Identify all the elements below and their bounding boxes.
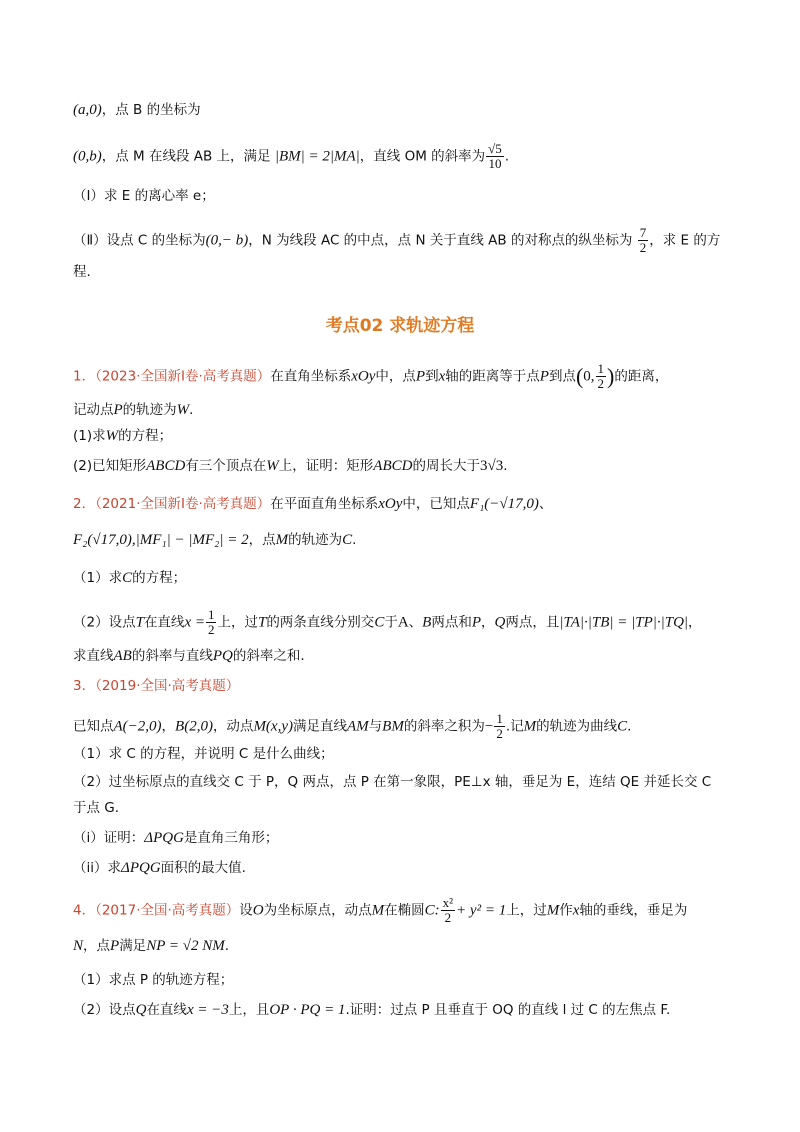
fraction — [638, 226, 649, 255]
problem-number: 2． — [73, 496, 96, 512]
text: 满足直线 — [293, 718, 347, 735]
problem-3-sub-2: （2）过坐标原点的直线交 C 于 P，Q 两点，点 P 在第一象限，PE⊥x 轴，垂足为 E，连结 QE 并延长交 C — [73, 774, 712, 790]
text: 记动点 — [73, 402, 114, 418]
math: ,|MF₁| − |MF₂| = 2 — [131, 532, 249, 548]
math: A(−2,0) — [113, 718, 162, 735]
text: . — [503, 458, 508, 474]
denominator: 2 — [597, 376, 605, 391]
math: F₂(√17,0) — [73, 532, 132, 548]
text: 的轨迹为 — [288, 532, 343, 548]
text: （ii）求 — [73, 860, 122, 876]
problem-source: （2021·全国新Ⅰ卷·高考真题） — [95, 496, 271, 512]
text: . — [352, 532, 357, 548]
fraction — [206, 608, 217, 637]
math: A — [397, 614, 409, 631]
math: T — [257, 614, 267, 631]
problem-1-line-1: 1．（2023·全国新Ⅰ卷·高考真题）在直角坐标系xOy中，点P到x轴的距离等于点P到点(0, $\frac{1}{2}$ )的距离， — [73, 361, 669, 391]
math-coord: (0,− b) — [205, 232, 249, 249]
text: ， — [688, 614, 702, 631]
text: 到点 — [548, 368, 576, 385]
problem-3-header — [73, 676, 239, 696]
math: x = −3 — [186, 1002, 229, 1018]
problem-2-sub-2 — [73, 608, 702, 637]
math: C — [122, 570, 133, 586]
math: AB — [113, 648, 132, 664]
text: （1）求 — [73, 570, 123, 586]
prev-q2 — [73, 226, 720, 255]
text: 在平面直角坐标系 — [270, 496, 379, 512]
denominator: 2 — [444, 910, 452, 925]
text: 的方程； — [118, 428, 173, 444]
problem-2-line-1 — [73, 494, 552, 514]
fraction — [441, 896, 455, 925]
problem-3-sub-2-cont: 于点 G. — [73, 800, 120, 816]
problem-2-line-2 — [73, 530, 356, 550]
text: 到 — [425, 368, 439, 385]
text: 的轨迹为曲线 — [536, 718, 618, 735]
text: . — [189, 402, 194, 418]
slope-fraction — [486, 142, 504, 171]
math: Q — [494, 614, 506, 631]
math: − — [484, 718, 494, 735]
numerator: 1 — [207, 607, 215, 622]
problem-2-sub-1 — [73, 568, 186, 588]
math: 0, — [583, 368, 595, 385]
math: OP · PQ = 1 — [269, 1002, 346, 1018]
text: 的轨迹为 — [122, 402, 177, 418]
text: 轴的距离等于点 — [445, 368, 540, 385]
text: 已知点 — [73, 718, 114, 735]
text: 的斜率之和. — [232, 648, 305, 664]
math: M — [371, 902, 385, 919]
text: .证明：过点 P 且垂直于 OQ 的直线 l 过 C 的左焦点 F. — [345, 1002, 671, 1018]
text: .记 — [505, 718, 524, 735]
math: x = — [184, 614, 205, 631]
problem-source: （2023·全国新Ⅰ卷·高考真题） — [95, 368, 271, 385]
prev-q1: （Ⅰ）求 E 的离心率 e； — [73, 188, 215, 204]
math: NP = √2 NM — [146, 938, 225, 954]
text: ，点 M 在线段 AB 上，满足 — [101, 148, 271, 165]
prev-line-1 — [73, 100, 201, 120]
math: x — [438, 368, 446, 385]
math: PQ — [212, 648, 233, 664]
text: ， — [161, 718, 176, 735]
math: x — [572, 902, 580, 919]
math: 3√3 — [479, 458, 504, 474]
numerator: 7 — [639, 225, 647, 240]
text: 面积的最大值. — [160, 860, 246, 876]
text: 设 — [239, 902, 253, 919]
text: ，点 B 的坐标为 — [101, 102, 201, 118]
math: B — [422, 614, 432, 631]
math: N — [73, 938, 84, 954]
math: C — [374, 614, 385, 631]
numerator: √5 — [488, 141, 502, 156]
text: 的斜率之积为 — [403, 718, 485, 735]
numerator: x² — [442, 895, 454, 910]
text: （2）设点 — [73, 1002, 136, 1018]
problem-number: 1． — [73, 368, 96, 385]
numerator: 1 — [597, 361, 605, 376]
math: C — [342, 532, 353, 548]
problem-3-line-1 — [73, 712, 631, 741]
text: （2）设点 — [73, 614, 136, 631]
math: |TA|·|TB| = |TP|·|TQ| — [559, 614, 689, 631]
denominator: 10 — [488, 156, 502, 171]
math-condition: |BM| = 2|MA| — [274, 148, 360, 165]
text: 有三个顶点在 — [185, 458, 267, 474]
text: ，N 为线段 AC 的中点，点 N 关于直线 AB 的对称点的纵坐标为 — [248, 232, 633, 249]
math: P — [110, 938, 120, 954]
math: B(2,0) — [175, 718, 213, 735]
text: 在直线 — [143, 614, 185, 631]
text: 与 — [368, 718, 383, 735]
text: ，直线 OM 的斜率为 — [359, 148, 486, 165]
problem-source: （2017·全国·高考真题） — [95, 902, 240, 919]
text: 满足 — [119, 938, 147, 954]
problem-3-sub-ii — [73, 858, 246, 878]
math: xOy — [351, 368, 376, 385]
text: （Ⅱ）设点 C 的坐标为 — [73, 232, 206, 249]
text: . — [224, 938, 229, 954]
math: ABCD — [373, 458, 413, 474]
denominator: 2 — [639, 240, 647, 255]
math: W — [105, 428, 119, 444]
math: + y² = 1 — [456, 902, 507, 919]
math: ABCD — [146, 458, 186, 474]
math: M — [275, 532, 289, 548]
math: ΔPQG — [144, 830, 184, 846]
math: O — [252, 902, 264, 919]
text: 于 — [384, 614, 398, 631]
problem-number: 4． — [73, 902, 96, 919]
text: 的方程； — [132, 570, 187, 586]
math: P — [415, 368, 426, 385]
text: 的距离， — [614, 368, 669, 385]
math: W — [176, 402, 190, 418]
math: BM — [382, 718, 404, 735]
math: Q — [135, 1002, 147, 1018]
math: M — [546, 902, 560, 919]
text: 在直角坐标系 — [270, 368, 352, 385]
math: W — [266, 458, 279, 474]
problem-2-sub-2-cont — [73, 646, 305, 666]
text: 的周长大于 — [412, 458, 480, 474]
denominator: 2 — [496, 726, 503, 741]
text: 中，点 — [375, 368, 416, 385]
text: 上，过 — [506, 902, 547, 919]
prev-line-2: (0,b)，点 M 在线段 AB 上，满足 |BM| = 2|MA|，直线 OM 的斜率为 $\frac{√5}{10}$ . — [73, 141, 510, 171]
text: （i）证明： — [73, 830, 145, 846]
math: C: — [424, 902, 440, 919]
text: 上，且 — [228, 1002, 270, 1018]
text: 、 — [538, 496, 553, 512]
numerator: 1 — [496, 711, 503, 726]
text: 的两条直线分别交 — [266, 614, 375, 631]
denominator: 2 — [207, 622, 215, 637]
text: (1)求 — [73, 428, 106, 444]
problem-number: 3． — [73, 678, 96, 694]
problem-3-sub-i — [73, 828, 278, 848]
prev-q2-cont: 程. — [73, 264, 91, 280]
problem-1-sub-1 — [73, 426, 172, 446]
fraction — [494, 712, 505, 741]
problem-4-sub-2 — [73, 1000, 670, 1020]
text: 的斜率与直线 — [131, 648, 213, 664]
text: 在椭圆 — [384, 902, 425, 919]
math: ΔPQG — [121, 860, 161, 876]
text: ，求 E 的方 — [649, 232, 721, 249]
math: M — [523, 718, 537, 735]
text: 两点和 — [431, 614, 472, 631]
problem-1-line-2 — [73, 400, 193, 420]
math-coord: (a,0) — [73, 102, 102, 118]
problem-4-line-1 — [73, 896, 687, 925]
math: P — [539, 368, 549, 385]
text: 两点，且 — [505, 614, 560, 631]
math: P — [471, 614, 482, 631]
problem-source: （2019·全国·高考真题） — [95, 678, 240, 694]
text: 轴的垂线，垂足为 — [579, 902, 688, 919]
text: 上，证明：矩形 — [278, 458, 374, 474]
problem-3-sub-1: （1）求 C 的方程，并说明 C 是什么曲线； — [73, 746, 334, 762]
math: F₁(−√17,0) — [469, 496, 539, 512]
section-title: 考点02 求轨迹方程 — [325, 316, 475, 336]
text: 上，过 — [217, 614, 258, 631]
math: AM — [347, 718, 369, 735]
math: M(x,y) — [253, 718, 293, 735]
text: 、 — [408, 614, 423, 631]
problem-1-sub-2 — [73, 456, 508, 476]
text: 求直线 — [73, 648, 114, 664]
text: ，点 — [248, 532, 276, 548]
text: 在直线 — [146, 1002, 187, 1018]
math-coord: (0,b) — [73, 148, 102, 165]
text: 是直角三角形； — [183, 830, 279, 846]
text: ，点 — [83, 938, 111, 954]
text: ， — [481, 614, 495, 631]
math: T — [135, 614, 144, 631]
text: . — [627, 718, 632, 735]
problem-4-sub-1: （1）求点 P 的轨迹方程； — [73, 972, 234, 988]
text: 作 — [559, 902, 573, 919]
math: P — [113, 402, 123, 418]
text: 中，已知点 — [402, 496, 470, 512]
text: (2)已知矩形 — [73, 458, 147, 474]
math: C — [617, 718, 628, 735]
problem-4-line-2 — [73, 936, 229, 956]
fraction — [596, 362, 607, 391]
text: ，动点 — [212, 718, 254, 735]
text: 为坐标原点，动点 — [263, 902, 372, 919]
math: xOy — [378, 496, 403, 512]
